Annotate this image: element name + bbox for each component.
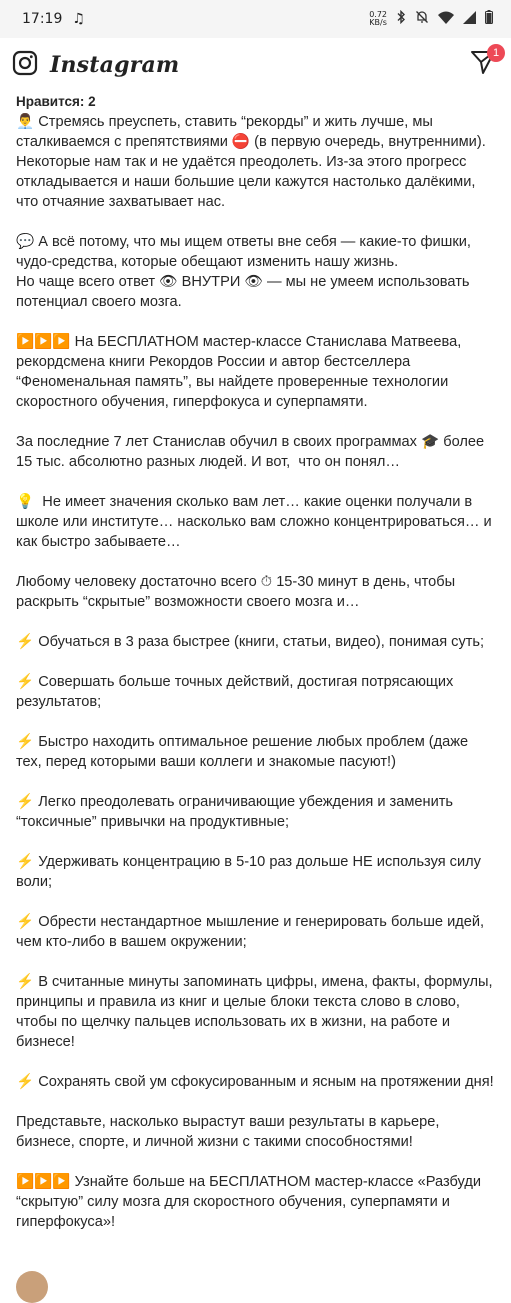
caption-text	[16, 112, 496, 1232]
caption-paragraph: ⚡ Обучаться в 3 раза быстрее (книги, статьи, видео), понимая суть;	[16, 634, 485, 650]
caption-paragraph: ⚡ Обрести нестандартное мышление и генерировать больше идей, чем кто-либо в вашем окружении;	[16, 914, 489, 950]
post-caption	[16, 92, 496, 1252]
battery-icon	[485, 10, 493, 28]
signal-icon	[463, 11, 476, 28]
caption-paragraph: За последние 7 лет Станислав обучил в своих программах 🎓 более 15 тыс. абсолютно разных людей. И вот, что он понял…	[16, 434, 489, 470]
wifi-icon	[438, 11, 454, 28]
bluetooth-icon	[396, 10, 406, 28]
camera-icon[interactable]	[12, 50, 38, 80]
mute-icon	[415, 10, 429, 28]
likes-count[interactable]: Нравится: 2	[16, 94, 96, 109]
caption-paragraph: ▶️▶️▶️ Узнайте больше на БЕСПЛАТНОМ мастер-классе «Разбуди “скрытую” силу мозга для скоростного обучения, суперпамяти и гиперфокуса»!	[16, 1174, 486, 1230]
status-bar	[0, 0, 511, 38]
network-speed-value: 0.72	[369, 10, 387, 19]
status-bar-right	[369, 10, 493, 28]
caption-paragraph: ⚡ Сохранять свой ум сфокусированным и ясным на протяжении дня!	[16, 1074, 494, 1090]
caption-paragraph: 💡 Не имеет значения сколько вам лет… какие оценки получали в школе или институте… насколько вам сложно концентрироваться… и как быстро забываете…	[16, 494, 496, 550]
caption-paragraph: ▶️▶️▶️ На БЕСПЛАТНОМ мастер-классе Станислава Матвеева, рекордсмена книги Рекордов России и автор бестселлера “Феноменальная память”, вы найдете проверенные технологии скоростного обучения, гиперфокуса и суперпамяти.	[16, 334, 466, 410]
caption-paragraph: ⚡ Быстро находить оптимальное решение любых проблем (даже тех, перед которыми ваши коллеги и знакомые пасуют!)	[16, 734, 473, 770]
caption-paragraph: ⚡ В считанные минуты запоминать цифры, имена, факты, формулы, принципы и правила из книг и целые блоки текста слово в слово, чтобы по щелчку пальцев использовать их в жизни, на работе и бизнесе!	[16, 974, 497, 1050]
avatar[interactable]	[16, 1271, 48, 1303]
instagram-logo: Instagram	[50, 52, 180, 78]
caption-paragraph: 💬 А всё потому, что мы ищем ответы вне себя — какие-то фишки, чудо-средства, которые обещают изменить нашу жизнь. Но чаще всего ответ 👁 ВНУТРИ 👁 — мы не умеем использовать потенциал своего мозга.	[16, 234, 471, 310]
music-note-icon: ♫	[72, 11, 85, 27]
caption-paragraph: Представьте, насколько вырастут ваши результаты в карьере, бизнесе, спорте, и личной жизни с такими способностями!	[16, 1114, 444, 1150]
caption-paragraph: ⚡ Легко преодолевать ограничивающие убеждения и заменить “токсичные” привычки на продуктивные;	[16, 794, 458, 830]
app-bar	[0, 38, 511, 92]
network-speed	[369, 11, 387, 27]
caption-paragraph: ⚡ Совершать больше точных действий, достигая потрясающих результатов;	[16, 674, 458, 710]
network-speed-unit: KB/s	[369, 18, 387, 27]
caption-paragraph: Любому человеку достаточно всего ⏱ 15-30 минут в день, чтобы раскрыть “скрытые” возможности своего мозга и…	[16, 574, 460, 610]
caption-paragraph: 👨‍💼 Стремясь преуспеть, ставить “рекорды” и жить лучше, мы сталкиваемся с препятствиями ⛔ (в первую очередь, внутренними). Некоторые нам так и не удаётся преодолеть. Из-за этого прогресс откладывается и наши большие цели кажутся настолько далёкими, что отчаяние захватывает нас.	[16, 114, 490, 210]
caption-paragraph: ⚡ Удерживать концентрацию в 5-10 раз дольше НЕ используя силу воли;	[16, 854, 485, 890]
status-bar-left	[22, 11, 85, 27]
notification-badge: 1	[487, 44, 505, 62]
status-time: 17:19	[22, 11, 63, 27]
